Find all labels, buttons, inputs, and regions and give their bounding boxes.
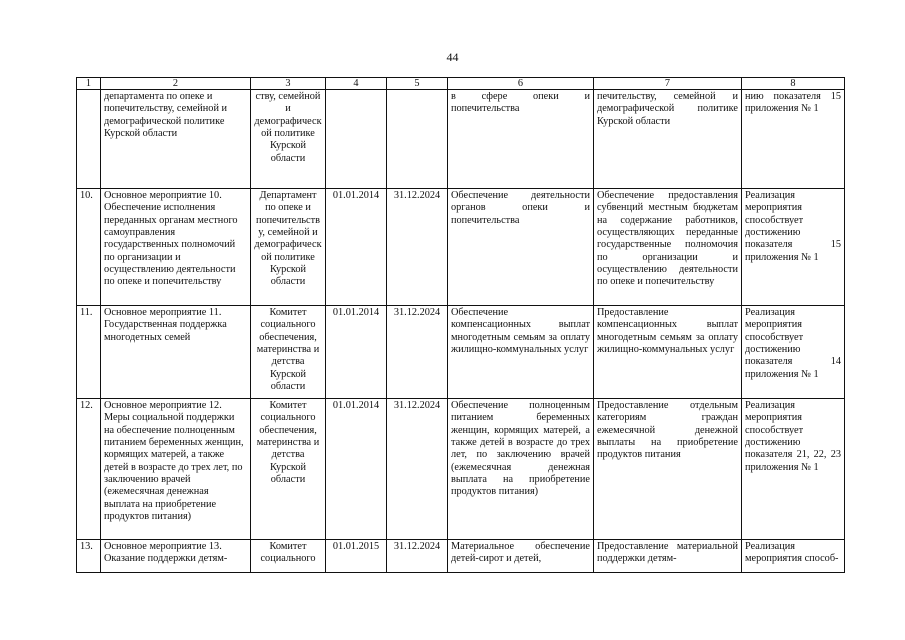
end-date: 31.12.2024: [387, 306, 448, 399]
row-number: 10.: [77, 189, 101, 306]
end-date: [387, 90, 448, 189]
table-body: [77, 90, 845, 573]
measure-name: Основное мероприятие 13. Оказание поддержки детям-: [101, 540, 251, 573]
indicator-link: Реализация мероприятия способствует достижению показателя 21, 22, 23 приложения № 1: [742, 399, 845, 540]
expected-result: Обеспечение деятельности органов опеки и попечительства: [448, 189, 594, 306]
measure-name: Основное мероприятие 12. Меры социальной поддержки на обеспечение полноценным питанием беременных женщин, кормящих матерей, а также детей в возрасте до трех лет, по заключению врачей (ежемесячная денежная выплата на приобретение продуктов питания): [101, 399, 251, 540]
column-header-5: 5: [387, 78, 448, 90]
main-directions: Предоставление материальной поддержки детям-: [594, 540, 742, 573]
main-directions: Предоставление компенсационных выплат многодетным семьям за оплату жилищно-коммунальных услуг: [594, 306, 742, 399]
start-date: 01.01.2014: [326, 306, 387, 399]
expected-result: в сфере опеки и попечительства: [448, 90, 594, 189]
measure-name: Основное мероприятие 10. Обеспечение исполнения переданных органам местного самоуправления государственных полномочий по организации и осуществлению деятельности по опеке и попечительству: [101, 189, 251, 306]
expected-result: Обеспечение компенсационных выплат многодетным семьям за оплату жилищно-коммунальных услуг: [448, 306, 594, 399]
table-row: [77, 90, 845, 189]
table-header: [77, 78, 845, 90]
header-row: [77, 78, 845, 90]
column-header-4: 4: [326, 78, 387, 90]
column-header-6: 6: [448, 78, 594, 90]
row-number: 12.: [77, 399, 101, 540]
start-date: 01.01.2014: [326, 399, 387, 540]
end-date: 31.12.2024: [387, 540, 448, 573]
main-directions: печительству, семейной и демографической политике Курской области: [594, 90, 742, 189]
table-row: [77, 399, 845, 540]
row-number: [77, 90, 101, 189]
indicator-link: Реализация мероприятия способствует достижению показателя 14 приложения № 1: [742, 306, 845, 399]
measure-name: департамента по опеке и попечительству, семейной и демографической политике Курской области: [101, 90, 251, 189]
table-row: [77, 189, 845, 306]
indicator-link: Реализация мероприятия способ-: [742, 540, 845, 573]
responsible-executor: Комитет социального обеспечения, материнства и детства Курской области: [251, 399, 326, 540]
responsible-executor: Комитет социального: [251, 540, 326, 573]
end-date: 31.12.2024: [387, 399, 448, 540]
row-number: 11.: [77, 306, 101, 399]
main-directions: Предоставление отдельным категориям граждан ежемесячной денежной выплаты на приобретение продуктов питания: [594, 399, 742, 540]
column-header-1: 1: [77, 78, 101, 90]
table-row: [77, 540, 845, 573]
start-date: 01.01.2014: [326, 189, 387, 306]
indicator-link: Реализация мероприятия способствует достижению показателя 15 приложения № 1: [742, 189, 845, 306]
measure-name: Основное мероприятие 11. Государственная поддержка многодетных семей: [101, 306, 251, 399]
column-header-7: 7: [594, 78, 742, 90]
end-date: 31.12.2024: [387, 189, 448, 306]
table-row: [77, 306, 845, 399]
column-header-3: 3: [251, 78, 326, 90]
row-number: 13.: [77, 540, 101, 573]
main-directions: Обеспечение предоставления субвенций местным бюджетам на содержание работников, осуществляющих переданные государственные полномочия по организации и осуществлению деятельности по опеке и попечительству: [594, 189, 742, 306]
column-header-8: 8: [742, 78, 845, 90]
start-date: [326, 90, 387, 189]
page-number: 44: [446, 50, 459, 64]
expected-result: Обеспечение полноценным питанием беременных женщин, кормящих матерей, а также детей в возрасте до трех лет, по заключению врачей (ежемесячная денежная выплата на приобретение продуктов питания): [448, 399, 594, 540]
responsible-executor: ству, семейной и демографической политике Курской области: [251, 90, 326, 189]
expected-result: Материальное обеспечение детей-сирот и детей,: [448, 540, 594, 573]
start-date: 01.01.2015: [326, 540, 387, 573]
responsible-executor: Комитет социального обеспечения, материнства и детства Курской области: [251, 306, 326, 399]
column-header-2: 2: [101, 78, 251, 90]
responsible-executor: Департамент по опеке и попечительству, семейной и демографической политике Курской области: [251, 189, 326, 306]
indicator-link: нию показателя 15 приложения № 1: [742, 90, 845, 189]
measures-table: [76, 77, 845, 573]
